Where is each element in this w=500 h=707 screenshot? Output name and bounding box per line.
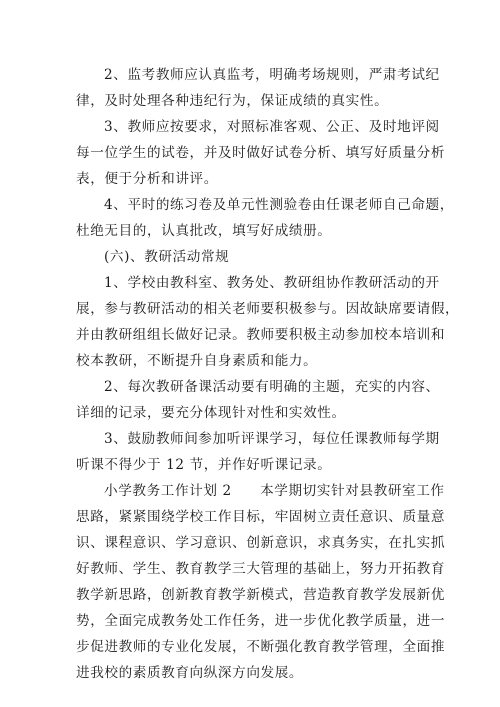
paragraph-line: 识、课程意识、学习意识、创新意识，求真务实，在扎实抓 [76,535,446,551]
paragraph-line: 教学新思路，创新教育教学新模式，营造教育教学发展新优 [76,587,446,603]
paragraph-line: 思路，紧紧围绕学校工作目标，牢固树立责任意识、质量意 [76,509,446,525]
paragraph-line: 进我校的素质教育向纵深方向发展。 [76,665,304,681]
paragraph-line: 校本教研，不断提升自身素质和能力。 [76,353,318,369]
paragraph-line: 并由教研组组长做好记录。教师要积极主动参加校本培训和 [76,327,446,343]
paragraph-line: 听课不得少于 12 节，并作好听课记录。 [76,457,332,473]
paragraph-line: 律，及时处理各种违纪行为，保证成绩的真实性。 [76,93,389,109]
paragraph-line: 每一位学生的试卷，并及时做好试卷分析、填写好质量分析 [76,145,446,161]
paragraph-line: 步促进教师的专业化发展，不断强化教育教学管理，全面推 [76,639,446,655]
paragraph-line: 1、学校由教科室、教务处、教研组协作教研活动的开 [104,275,440,291]
paragraph-line: 3、鼓励教师间参加听评课学习，每位任课教师每学期 [104,431,440,447]
paragraph-line: 4、平时的练习卷及单元性测验卷由任课老师自己命题， [104,197,454,213]
paragraph-line: 3、教师应按要求，对照标准客观、公正、及时地评阅 [104,119,440,135]
paragraph-line: 杜绝无目的，认真批改，填写好成绩册。 [76,223,332,239]
section-heading: (六)、教研活动常规 [104,249,230,265]
paragraph-line: 小学教务工作计划 2 本学期切实针对县教研室工作 [104,483,445,499]
paragraph-line: 势，全面完成教务处工作任务，进一步优化教学质量，进一 [76,613,446,629]
paragraph-line: 详细的记录，要充分体现针对性和实效性。 [76,405,346,421]
paragraph-line: 表，便于分析和讲评。 [76,171,218,187]
paragraph-line: 好教师、学生、教育教学三大管理的基础上，努力开拓教育 [76,561,446,577]
paragraph-line: 2、每次教研备课活动要有明确的主题，充实的内容、 [104,379,440,395]
paragraph-line: 展，参与教研活动的相关老师要积极参与。因故缺席要请假， [76,301,460,317]
paragraph-line: 2、监考教师应认真监考，明确考场规则，严肃考试纪 [104,67,440,83]
